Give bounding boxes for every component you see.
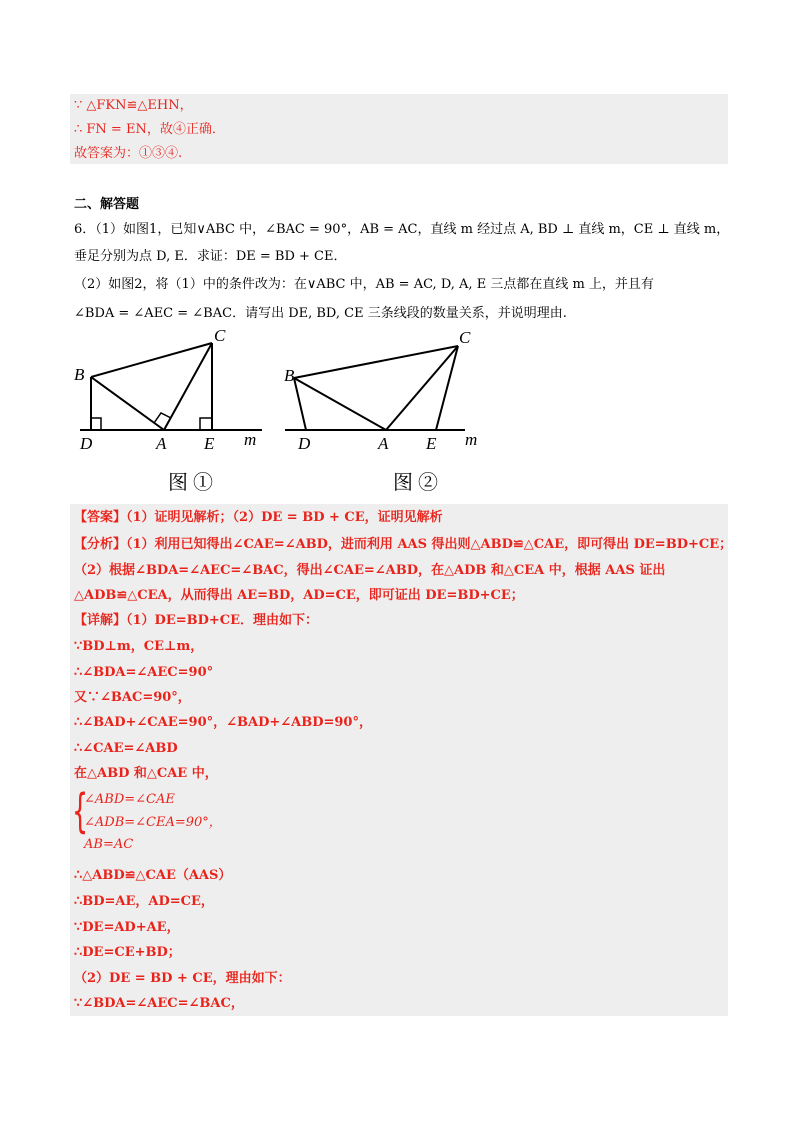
figure-2 <box>285 346 465 430</box>
segment-ac-1 <box>164 343 212 430</box>
label-a-1: A <box>156 434 167 453</box>
analysis-line: （2）根据∠BDA=∠AEC=∠BAC，得出∠CAE=∠ABD，在△ADB 和△CEA 中，根据 AAS 证出 <box>74 563 666 578</box>
system-line: AB=AC <box>84 837 134 852</box>
figure-1 <box>80 343 262 430</box>
question-line: （2）如图2，将（1）中的条件改为：在∨ABC 中，AB = AC, D, A, E 三点都在直线 m 上，并且有 <box>74 277 654 292</box>
right-angle-d <box>91 418 101 430</box>
analysis-line: △ADB≌△CEA，从而得出 AE=BD，AD=CE，即可证出 DE=BD+CE； <box>74 588 524 603</box>
segment-ba-2 <box>294 378 386 430</box>
question-line: ∠BDA = ∠AEC = ∠BAC．请写出 DE, BD, CE 三条线段的数量关系，并说明理由. <box>74 306 567 321</box>
question-line: 垂足分别为点 D, E．求证：DE = BD + CE． <box>74 249 347 264</box>
label-a-2: A <box>378 434 389 453</box>
detail-line: ∵BD⊥m，CE⊥m， <box>74 639 204 654</box>
caption-fig-1: 图 ① <box>168 472 213 494</box>
label-c-1: C <box>214 326 226 345</box>
detail-line: ∵∠BDA=∠AEC=∠BAC， <box>74 996 244 1011</box>
question-line: 6．（1）如图1，已知∨ABC 中，∠BAC = 90°，AB = AC，直线 m 经过点 A, BD ⊥ 直线 m，CE ⊥ 直线 m， <box>74 222 730 237</box>
label-e-1: E <box>204 434 215 453</box>
answer-line: 【答案】（1）证明见解析；（2）DE = BD + CE，证明见解析 <box>74 510 443 525</box>
detail-line: ∴DE=CE+BD； <box>74 945 181 960</box>
system-line: ∠ADB=∠CEA=90°， <box>84 815 222 830</box>
detail-line: ∵DE=AD+AE， <box>74 920 180 935</box>
label-b-1: B <box>74 365 85 384</box>
detail-line: ∴△ABD≌△CAE（AAS） <box>74 868 232 883</box>
right-angle-e <box>200 418 212 430</box>
detail-line: （2）DE = BD + CE，理由如下： <box>74 971 291 986</box>
system-brace: { <box>72 784 89 838</box>
detail-line: 【详解】（1）DE=BD+CE．理由如下： <box>74 613 319 628</box>
label-d-1: D <box>80 434 93 453</box>
label-e-2: E <box>426 434 437 453</box>
detail-line: 在△ABD 和△CAE 中， <box>74 766 218 781</box>
analysis-line: 【分析】（1）利用已知得出∠CAE=∠ABD，进而利用 AAS 得出则△ABD≌△CAE，即可得出 DE=BD+CE； <box>74 537 733 552</box>
detail-line: 又∵∠BAC=90°， <box>74 690 191 705</box>
detail-line: ∴∠BAD+∠CAE=90°，∠BAD+∠ABD=90°， <box>74 715 372 730</box>
solution-line: 故答案为：①③④. <box>74 146 183 161</box>
label-m-1: m <box>244 430 257 449</box>
system-line: ∠ABD=∠CAE <box>84 792 175 807</box>
section-title: 二、解答题 <box>74 197 140 212</box>
detail-line: ∴∠CAE=∠ABD <box>74 741 178 756</box>
segment-bd-2 <box>294 378 306 430</box>
solution-line: ∴ FN = EN，故④正确． <box>74 122 225 137</box>
detail-line: ∴∠BDA=∠AEC=90° <box>74 665 214 680</box>
label-c-2: C <box>459 328 471 347</box>
caption-fig-2: 图 ② <box>393 472 438 494</box>
label-b-2: B <box>284 366 295 385</box>
detail-line: ∴BD=AE，AD=CE， <box>74 894 214 909</box>
solution-line: ∵ △FKN≌△EHN， <box>74 98 193 113</box>
segment-ba-1 <box>91 377 164 430</box>
geometry-figures <box>0 325 800 500</box>
label-m-2: m <box>465 430 478 449</box>
segment-bc-1 <box>91 343 212 377</box>
answer-block <box>70 504 728 1016</box>
label-d-2: D <box>298 434 311 453</box>
